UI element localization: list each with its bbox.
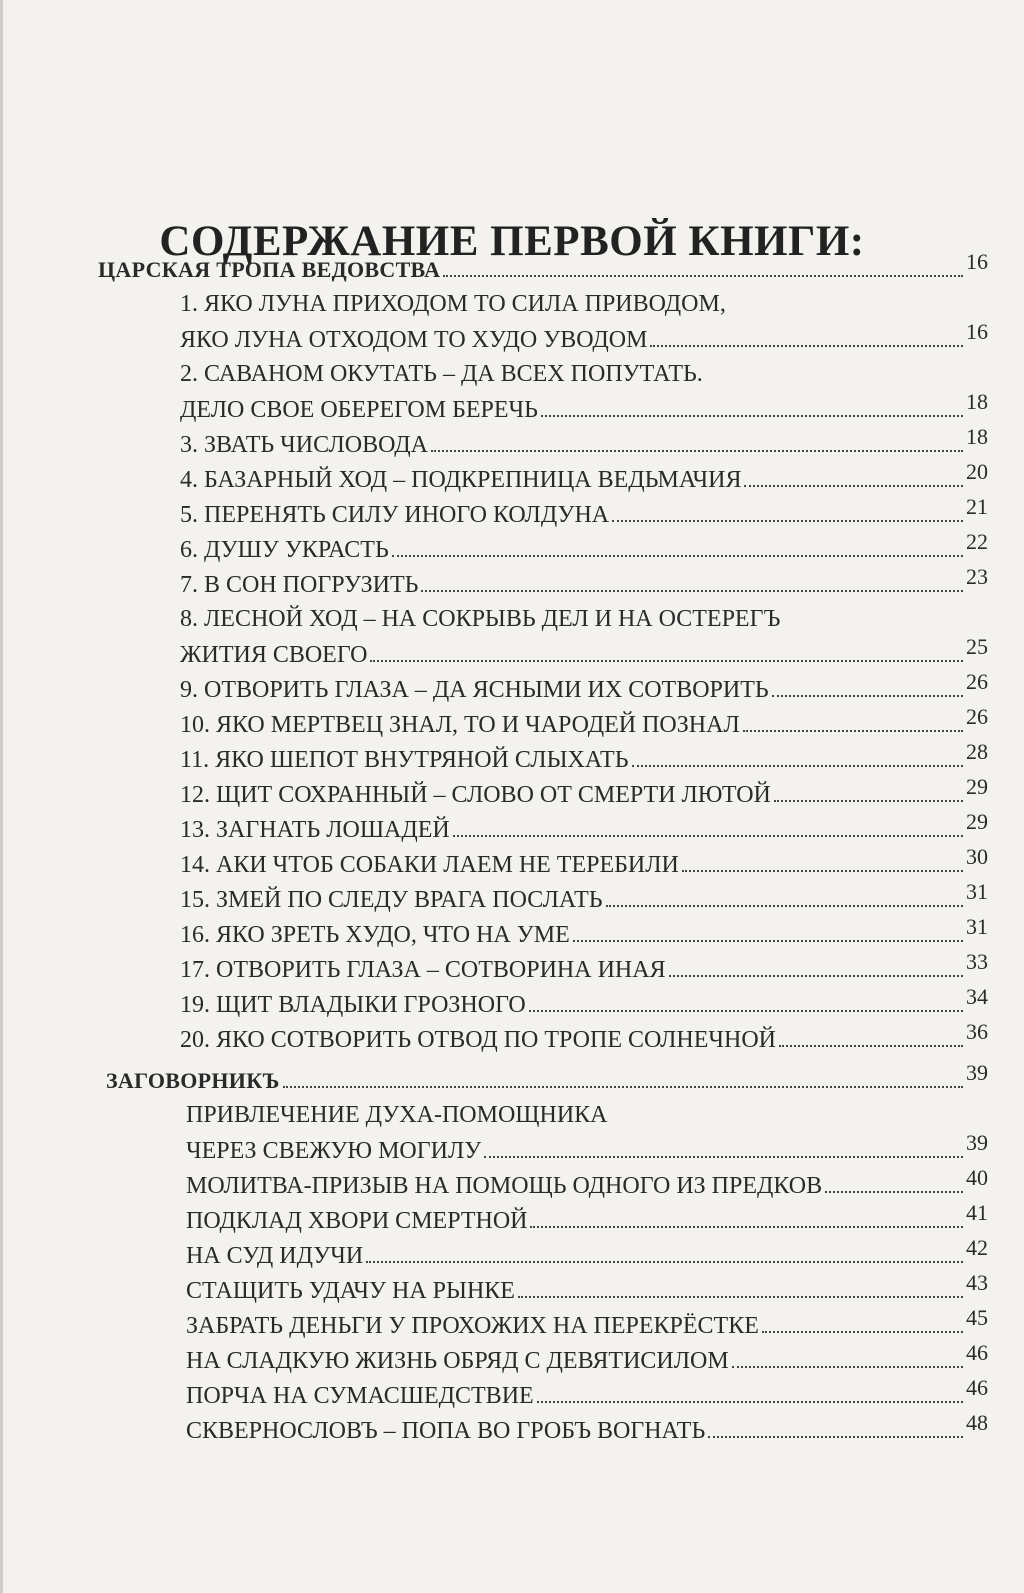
entry-title: СТАЩИТЬ УДАЧУ НА РЫНКЕ <box>186 1278 515 1304</box>
dot-leader <box>366 1260 963 1263</box>
dot-leader <box>779 1044 963 1047</box>
page-number: 42 <box>966 1235 988 1260</box>
dot-leader <box>774 799 963 802</box>
page-number: 31 <box>966 879 988 904</box>
toc-row-content <box>180 1019 988 1058</box>
dot-leader <box>772 694 963 697</box>
toc-entry <box>0 774 1024 812</box>
toc-row-content <box>180 949 988 988</box>
dot-leader <box>537 1400 963 1403</box>
dot-leader <box>283 1085 963 1088</box>
toc-row-content <box>180 704 988 743</box>
entry-title: 16. ЯКО ЗРЕТЬ ХУДО, ЧТО НА УМЕ <box>180 922 570 948</box>
page-number: 41 <box>966 1200 988 1225</box>
toc-row-content <box>180 809 988 848</box>
toc-row-content <box>186 1165 988 1204</box>
toc-row-content <box>180 287 988 322</box>
entry-title: НА СУД ИДУЧИ <box>186 1243 364 1269</box>
toc-entry <box>0 564 1024 602</box>
toc-row-content <box>180 669 988 708</box>
entry-title: 2. САВАНОМ ОКУТАТЬ – ДА ВСЕХ ПОПУТАТЬ. <box>180 361 703 387</box>
dot-leader <box>825 1190 963 1193</box>
table-of-contents <box>0 249 1024 1448</box>
entry-title: 10. ЯКО МЕРТВЕЦ ЗНАЛ, ТО И ЧАРОДЕЙ ПОЗНАЛ <box>180 712 740 738</box>
toc-entry <box>0 602 1024 637</box>
dot-leader <box>529 1009 963 1012</box>
entry-title: 11. ЯКО ШЕПОТ ВНУТРЯНОЙ СЛЫХАТЬ <box>180 747 629 773</box>
entry-title: 3. ЗВАТЬ ЧИСЛОВОДА <box>180 432 428 458</box>
toc-entry <box>0 949 1024 987</box>
section-title: ЦАРСКАЯ ТРОПА ВЕДОВСТВА <box>98 257 441 282</box>
entry-title: ЖИТИЯ СВОЕГО <box>180 642 368 668</box>
toc-row-content <box>186 1130 988 1169</box>
page-number: 21 <box>966 494 988 519</box>
toc-row-content <box>186 1410 988 1449</box>
dot-leader <box>744 484 963 487</box>
dot-leader <box>484 1155 963 1158</box>
toc-entry <box>0 459 1024 497</box>
entry-title: МОЛИТВА-ПРИЗЫВ НА ПОМОЩЬ ОДНОГО ИЗ ПРЕДКОВ <box>186 1173 823 1199</box>
page-number: 46 <box>966 1375 988 1400</box>
page-title: СОДЕРЖАНИЕ ПЕРВОЙ КНИГИ: <box>159 217 865 265</box>
toc-section-heading <box>0 249 1024 287</box>
toc-entry <box>0 1098 1024 1133</box>
page-number: 34 <box>966 984 988 1009</box>
toc-row-content <box>180 529 988 568</box>
entry-title: ЧЕРЕЗ СВЕЖУЮ МОГИЛУ <box>186 1138 482 1164</box>
toc-row-content <box>180 914 988 953</box>
toc-entry <box>0 1410 1024 1448</box>
toc-entry <box>0 1340 1024 1378</box>
page-number: 43 <box>966 1270 988 1295</box>
toc-entry <box>0 879 1024 917</box>
page-number: 39 <box>966 1130 988 1155</box>
toc-entry <box>0 984 1024 1022</box>
entry-title: ПОДКЛАД ХВОРИ СМЕРТНОЙ <box>186 1208 528 1234</box>
toc-row-content <box>180 424 988 463</box>
entry-title: 19. ЩИТ ВЛАДЫКИ ГРОЗНОГО <box>180 992 526 1018</box>
page-number: 29 <box>966 809 988 834</box>
dot-leader <box>541 414 963 417</box>
dot-leader <box>606 904 963 907</box>
toc-entry <box>0 634 1024 672</box>
entry-title: 12. ЩИТ СОХРАННЫЙ – СЛОВО ОТ СМЕРТИ ЛЮТОЙ <box>180 782 771 808</box>
entry-title: ПОРЧА НА СУМАСШЕДСТВИЕ <box>186 1383 534 1409</box>
toc-row-content <box>186 1340 988 1379</box>
toc-row-content <box>180 602 988 637</box>
toc-entry <box>0 389 1024 427</box>
page-number: 33 <box>966 949 988 974</box>
toc-row-content <box>180 357 988 392</box>
toc-row-content <box>180 494 988 533</box>
dot-leader <box>370 659 963 662</box>
toc-entry <box>0 1165 1024 1203</box>
section-title: ЗАГОВОРНИКЪ <box>106 1068 280 1093</box>
toc-row-content <box>186 1375 988 1414</box>
toc-row-content <box>180 389 988 428</box>
dot-leader <box>708 1435 963 1438</box>
toc-row-content <box>186 1270 988 1309</box>
toc-entry <box>0 1235 1024 1273</box>
page-number: 48 <box>966 1410 988 1435</box>
dot-leader <box>530 1225 963 1228</box>
toc-row-content <box>180 319 988 358</box>
toc-row-content <box>106 1060 988 1098</box>
entry-title: НА СЛАДКУЮ ЖИЗНЬ ОБРЯД С ДЕВЯТИСИЛОМ <box>186 1348 729 1374</box>
dot-leader <box>669 974 963 977</box>
page-number: 18 <box>966 389 988 414</box>
page-number: 16 <box>966 249 988 274</box>
dot-leader <box>650 344 963 347</box>
toc-row-content <box>186 1235 988 1274</box>
toc-entry <box>0 914 1024 952</box>
page-number: 46 <box>966 1340 988 1365</box>
dot-leader <box>632 764 964 767</box>
toc-row-content <box>180 564 988 603</box>
page-number: 45 <box>966 1305 988 1330</box>
dot-leader <box>421 589 963 592</box>
dot-leader <box>518 1295 963 1298</box>
entry-title: 13. ЗАГНАТЬ ЛОШАДЕЙ <box>180 817 450 843</box>
dot-leader <box>392 554 963 557</box>
entry-title: ДЕЛО СВОЕ ОБЕРЕГОМ БЕРЕЧЬ <box>180 397 538 423</box>
page-number: 25 <box>966 634 988 659</box>
toc-entry <box>0 809 1024 847</box>
entry-title: 14. АКИ ЧТОБ СОБАКИ ЛАЕМ НЕ ТЕРЕБИЛИ <box>180 852 679 878</box>
page-number: 29 <box>966 774 988 799</box>
entry-title: СКВЕРНОСЛОВЪ – ПОПА ВО ГРОБЪ ВОГНАТЬ <box>186 1418 706 1444</box>
entry-title: 5. ПЕРЕНЯТЬ СИЛУ ИНОГО КОЛДУНА <box>180 502 610 528</box>
page-number: 28 <box>966 739 988 764</box>
entry-title: ЗАБРАТЬ ДЕНЬГИ У ПРОХОЖИХ НА ПЕРЕКРЁСТКЕ <box>186 1313 759 1339</box>
entry-title: 15. ЗМЕЙ ПО СЛЕДУ ВРАГА ПОСЛАТЬ <box>180 887 603 913</box>
toc-entry <box>0 1200 1024 1238</box>
dot-leader <box>743 729 963 732</box>
page-number: 26 <box>966 704 988 729</box>
entry-title: 1. ЯКО ЛУНА ПРИХОДОМ ТО СИЛА ПРИВОДОМ, <box>180 291 726 317</box>
dot-leader <box>732 1365 963 1368</box>
entry-title: ЯКО ЛУНА ОТХОДОМ ТО ХУДО УВОДОМ <box>180 327 648 353</box>
entry-title: 4. БАЗАРНЫЙ ХОД – ПОДКРЕПНИЦА ВЕДЬМАЧИЯ <box>180 467 742 493</box>
entry-title: 6. ДУШУ УКРАСТЬ <box>180 537 389 563</box>
entry-title: 7. В СОН ПОГРУЗИТЬ <box>180 572 419 598</box>
toc-entry <box>0 1019 1024 1057</box>
page-number: 31 <box>966 914 988 939</box>
page-number: 20 <box>966 459 988 484</box>
entry-title: 9. ОТВОРИТЬ ГЛАЗА – ДА ЯСНЫМИ ИХ СОТВОРИТЬ <box>180 677 769 703</box>
toc-row-content <box>180 774 988 813</box>
page-number: 26 <box>966 669 988 694</box>
toc-row-content <box>186 1098 988 1133</box>
toc-row-content <box>98 249 988 287</box>
toc-row-content <box>180 844 988 883</box>
page-number: 23 <box>966 564 988 589</box>
page-number: 30 <box>966 844 988 869</box>
toc-entry <box>0 529 1024 567</box>
toc-row-content <box>186 1305 988 1344</box>
dot-leader <box>612 519 963 522</box>
toc-entry <box>0 357 1024 392</box>
toc-entry <box>0 287 1024 322</box>
toc-entry <box>0 739 1024 777</box>
dot-leader <box>431 449 963 452</box>
page-number: 36 <box>966 1019 988 1044</box>
dot-leader <box>573 939 963 942</box>
toc-entry <box>0 669 1024 707</box>
dot-leader <box>762 1330 963 1333</box>
page-number: 39 <box>966 1060 988 1085</box>
toc-entry <box>0 704 1024 742</box>
entry-title: ПРИВЛЕЧЕНИЕ ДУХА-ПОМОЩНИКА <box>186 1102 608 1128</box>
toc-row-content <box>186 1200 988 1239</box>
toc-row-content <box>180 984 988 1023</box>
toc-entry <box>0 844 1024 882</box>
toc-entry <box>0 1305 1024 1343</box>
entry-title: 20. ЯКО СОТВОРИТЬ ОТВОД ПО ТРОПЕ СОЛНЕЧНОЙ <box>180 1027 777 1053</box>
page-number: 16 <box>966 319 988 344</box>
dot-leader <box>443 274 963 277</box>
toc-row-content <box>180 634 988 673</box>
toc-row-content <box>180 879 988 918</box>
page-number: 22 <box>966 529 988 554</box>
toc-entry <box>0 319 1024 357</box>
toc-section-heading <box>0 1060 1024 1098</box>
toc-entry <box>0 1130 1024 1168</box>
toc-row-content <box>180 739 988 778</box>
page-number: 18 <box>966 424 988 449</box>
entry-title: 17. ОТВОРИТЬ ГЛАЗА – СОТВОРИНА ИНАЯ <box>180 957 666 983</box>
entry-title: 8. ЛЕСНОЙ ХОД – НА СОКРЫВЬ ДЕЛ И НА ОСТЕРЕГЪ <box>180 606 781 632</box>
toc-row-content <box>180 459 988 498</box>
toc-entry <box>0 1375 1024 1413</box>
dot-leader <box>453 834 963 837</box>
toc-entry <box>0 494 1024 532</box>
page-number: 40 <box>966 1165 988 1190</box>
toc-entry <box>0 424 1024 462</box>
toc-entry <box>0 1270 1024 1308</box>
dot-leader <box>682 869 963 872</box>
